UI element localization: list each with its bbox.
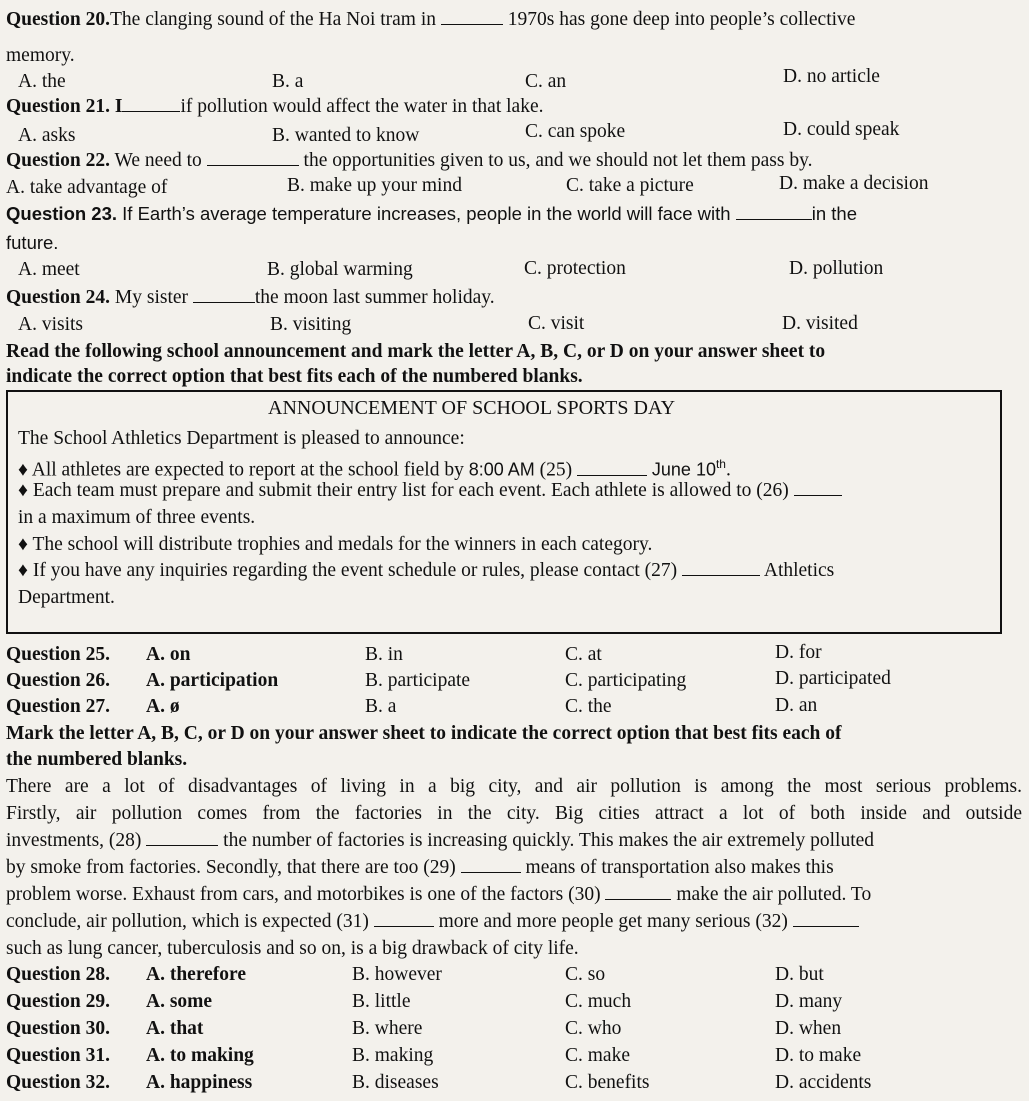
q29-option-d[interactable]: D. many bbox=[775, 991, 843, 1012]
q27-label: Question 27. bbox=[6, 696, 111, 717]
bullet-4-text: If you have any inquiries regarding the event schedule or rules, please contact (27) bbox=[32, 560, 678, 581]
q23-stem-cont: future. bbox=[6, 232, 59, 253]
q26-option-b[interactable]: B. participate bbox=[365, 670, 471, 691]
passage-line-4b: means of transportation also makes this bbox=[525, 857, 834, 878]
q23-option-b[interactable]: B. global warming bbox=[267, 259, 413, 280]
q27-option-b[interactable]: B. a bbox=[365, 696, 397, 717]
announcement-bullet-2 bbox=[18, 479, 842, 503]
q31-option-b[interactable]: B. making bbox=[352, 1045, 434, 1066]
q23-stem-before: If Earth’s average temperature increases, people in the world will face with bbox=[122, 203, 731, 224]
q20-option-a[interactable]: A. the bbox=[18, 71, 66, 92]
question-23 bbox=[6, 202, 857, 226]
question-20 bbox=[6, 8, 855, 32]
passage-line-3b: the number of factories is increasing quickly. This makes the air extremely polluted bbox=[223, 830, 875, 851]
announcement-bullet-3 bbox=[18, 533, 652, 557]
q24-stem-after: the moon last summer holiday. bbox=[254, 287, 495, 308]
q21-blank[interactable] bbox=[122, 95, 180, 112]
passage-line-1: There are a lot of disadvantages of living in a big city, and air pollution is among the most serious problems. bbox=[6, 776, 1022, 797]
passage-line-3 bbox=[6, 829, 874, 853]
q21-option-c[interactable]: C. can spoke bbox=[525, 121, 626, 142]
q26-option-a[interactable]: A. participation bbox=[146, 670, 279, 691]
q28-option-d[interactable]: D. but bbox=[775, 964, 824, 985]
q22-blank[interactable] bbox=[207, 149, 299, 166]
q23-stem-after: in the bbox=[811, 203, 857, 224]
q24-option-a[interactable]: A. visits bbox=[18, 314, 84, 335]
q31-label: Question 31. bbox=[6, 1045, 111, 1066]
instruction-cloze-cont: the numbered blanks. bbox=[6, 749, 188, 770]
q20-stem-before: The clanging sound of the Ha Noi tram in bbox=[110, 9, 437, 30]
q28-option-b[interactable]: B. however bbox=[352, 964, 442, 985]
q20-stem-after: 1970s has gone deep into people’s collective bbox=[507, 9, 856, 30]
bullet-icon: ♦ bbox=[18, 560, 28, 581]
passage-line-4a: by smoke from factories. Secondly, that there are too (29) bbox=[6, 857, 456, 878]
q20-option-b[interactable]: B. a bbox=[272, 71, 304, 92]
q20-option-d[interactable]: D. no article bbox=[783, 66, 880, 87]
bullet-4-cont: Department. bbox=[18, 587, 115, 608]
q25-option-d[interactable]: D. for bbox=[775, 642, 822, 663]
q31-option-d[interactable]: D. to make bbox=[775, 1045, 862, 1066]
q21-stem-before: I bbox=[114, 96, 123, 117]
announcement-title: ANNOUNCEMENT OF SCHOOL SPORTS DAY bbox=[268, 397, 676, 419]
q25-option-c[interactable]: C. at bbox=[565, 644, 602, 665]
bullet-1-june: June 10 bbox=[651, 459, 716, 480]
announcement-intro: The School Athletics Department is pleased to announce: bbox=[18, 428, 465, 449]
bullet-1-sup: th bbox=[715, 457, 726, 471]
q31-option-c[interactable]: C. make bbox=[565, 1045, 630, 1066]
announcement-bullet-1 bbox=[18, 452, 731, 483]
q20-stem-cont: memory. bbox=[6, 45, 75, 66]
q28-label: Question 28. bbox=[6, 964, 111, 985]
blank-28[interactable] bbox=[146, 829, 218, 846]
q29-option-c[interactable]: C. much bbox=[565, 991, 632, 1012]
q20-option-c[interactable]: C. an bbox=[525, 71, 567, 92]
q23-blank[interactable] bbox=[736, 203, 812, 220]
blank-32[interactable] bbox=[793, 910, 859, 927]
blank-26[interactable] bbox=[794, 479, 842, 496]
q32-option-c[interactable]: C. benefits bbox=[565, 1072, 650, 1093]
passage-line-2: Firstly, air pollution comes from the factories in the city. Big cities attract a lot of both inside and outside bbox=[6, 803, 1022, 824]
passage-line-6 bbox=[6, 910, 859, 934]
q31-option-a[interactable]: A. to making bbox=[146, 1045, 254, 1066]
instruction-reading: Read the following school announcement and mark the letter A, B, C, or D on your answer sheet to bbox=[6, 341, 826, 362]
q32-option-d[interactable]: D. accidents bbox=[775, 1072, 872, 1093]
blank-27[interactable] bbox=[682, 559, 760, 576]
q28-option-c[interactable]: C. so bbox=[565, 964, 606, 985]
q22-stem-before: We need to bbox=[114, 150, 202, 171]
bullet-icon: ♦ bbox=[18, 480, 28, 501]
q30-option-b[interactable]: B. where bbox=[352, 1018, 423, 1039]
bullet-2-cont: in a maximum of three events. bbox=[18, 507, 256, 528]
q29-option-a[interactable]: A. some bbox=[146, 991, 213, 1012]
q30-option-d[interactable]: D. when bbox=[775, 1018, 842, 1039]
q25-label: Question 25. bbox=[6, 644, 111, 665]
q26-option-d[interactable]: D. participated bbox=[775, 668, 891, 689]
q26-label: Question 26. bbox=[6, 670, 111, 691]
q23-label: Question 23. bbox=[6, 203, 118, 224]
q29-label: Question 29. bbox=[6, 991, 111, 1012]
q24-option-b[interactable]: B. visiting bbox=[270, 314, 352, 335]
q20-blank[interactable] bbox=[441, 8, 503, 25]
q24-label: Question 24. bbox=[6, 287, 111, 308]
q27-option-a[interactable]: A. ø bbox=[146, 696, 180, 717]
passage-line-5b: make the air polluted. To bbox=[676, 884, 872, 905]
bullet-1-text: All athletes are expected to report at the school field by bbox=[31, 459, 464, 481]
passage-line-7: such as lung cancer, tuberculosis and so on, is a big drawback of city life. bbox=[6, 938, 579, 959]
q22-option-b[interactable]: B. make up your mind bbox=[287, 175, 462, 196]
question-24 bbox=[6, 286, 495, 310]
q32-label: Question 32. bbox=[6, 1072, 111, 1093]
blank-31[interactable] bbox=[374, 910, 434, 927]
blank-29[interactable] bbox=[461, 856, 521, 873]
q21-option-d[interactable]: D. could speak bbox=[783, 119, 900, 140]
bullet-icon: ♦ bbox=[18, 459, 28, 481]
announcement-bullet-4 bbox=[18, 559, 834, 583]
q24-stem-before: My sister bbox=[114, 287, 189, 308]
blank-30[interactable] bbox=[605, 883, 671, 900]
bullet-3-text: The school will distribute trophies and medals for the winners in each category. bbox=[32, 534, 653, 555]
q27-option-c[interactable]: C. the bbox=[565, 696, 612, 717]
q20-label: Question 20. bbox=[6, 9, 111, 30]
q32-option-b[interactable]: B. diseases bbox=[352, 1072, 439, 1093]
bullet-1-num: (25) bbox=[539, 459, 573, 481]
passage-line-3a: investments, (28) bbox=[6, 830, 142, 851]
passage-line-4 bbox=[6, 856, 834, 880]
q21-option-b[interactable]: B. wanted to know bbox=[272, 125, 420, 146]
q24-option-d[interactable]: D. visited bbox=[782, 313, 858, 334]
q32-option-a[interactable]: A. happiness bbox=[146, 1072, 253, 1093]
blank-25[interactable] bbox=[577, 459, 647, 476]
instruction-reading-cont: indicate the correct option that best fits each of the numbered blanks. bbox=[6, 366, 583, 387]
passage-line-5a: problem worse. Exhaust from cars, and motorbikes is one of the factors (30) bbox=[6, 884, 601, 905]
q24-option-c[interactable]: C. visit bbox=[528, 313, 585, 334]
q30-label: Question 30. bbox=[6, 1018, 111, 1039]
q22-stem-after: the opportunities given to us, and we should not let them pass by. bbox=[303, 150, 813, 171]
passage-line-6a: conclude, air pollution, which is expected (31) bbox=[6, 911, 369, 932]
bullet-1-time: 8:00 AM bbox=[468, 459, 535, 480]
q25-option-b[interactable]: B. in bbox=[365, 644, 403, 665]
q29-option-b[interactable]: B. little bbox=[352, 991, 411, 1012]
q26-option-c[interactable]: C. participating bbox=[565, 670, 687, 691]
q28-option-a[interactable]: A. therefore bbox=[146, 964, 246, 985]
bullet-4-after: Athletics bbox=[763, 560, 835, 581]
bullet-icon: ♦ bbox=[18, 534, 28, 555]
q23-option-c[interactable]: C. protection bbox=[524, 258, 626, 279]
question-22 bbox=[6, 149, 812, 173]
q21-label: Question 21. bbox=[6, 96, 111, 117]
q22-option-a[interactable]: A. take advantage of bbox=[6, 177, 168, 198]
q23-option-d[interactable]: D. pollution bbox=[789, 258, 884, 279]
bullet-1-end: . bbox=[725, 459, 731, 481]
passage-line-6b: more and more people get many serious (32) bbox=[438, 911, 788, 932]
question-21 bbox=[6, 95, 543, 119]
q30-option-a[interactable]: A. that bbox=[146, 1018, 204, 1039]
passage-line-5 bbox=[6, 883, 871, 907]
q21-option-a[interactable]: A. asks bbox=[18, 125, 76, 146]
q22-option-d[interactable]: D. make a decision bbox=[779, 173, 929, 194]
q25-option-a[interactable]: A. on bbox=[146, 644, 191, 665]
q22-label: Question 22. bbox=[6, 150, 111, 171]
q27-option-d[interactable]: D. an bbox=[775, 695, 818, 716]
bullet-2-text: Each team must prepare and submit their entry list for each event. Each athlete is allowed to (26) bbox=[32, 480, 789, 501]
instruction-cloze: Mark the letter A, B, C, or D on your answer sheet to indicate the correct option that best fits each of bbox=[6, 723, 842, 744]
q21-stem-after: if pollution would affect the water in that lake. bbox=[180, 96, 544, 117]
q22-option-c[interactable]: C. take a picture bbox=[566, 175, 694, 196]
q24-blank[interactable] bbox=[193, 286, 255, 303]
q30-option-c[interactable]: C. who bbox=[565, 1018, 622, 1039]
q23-option-a[interactable]: A. meet bbox=[18, 259, 80, 280]
